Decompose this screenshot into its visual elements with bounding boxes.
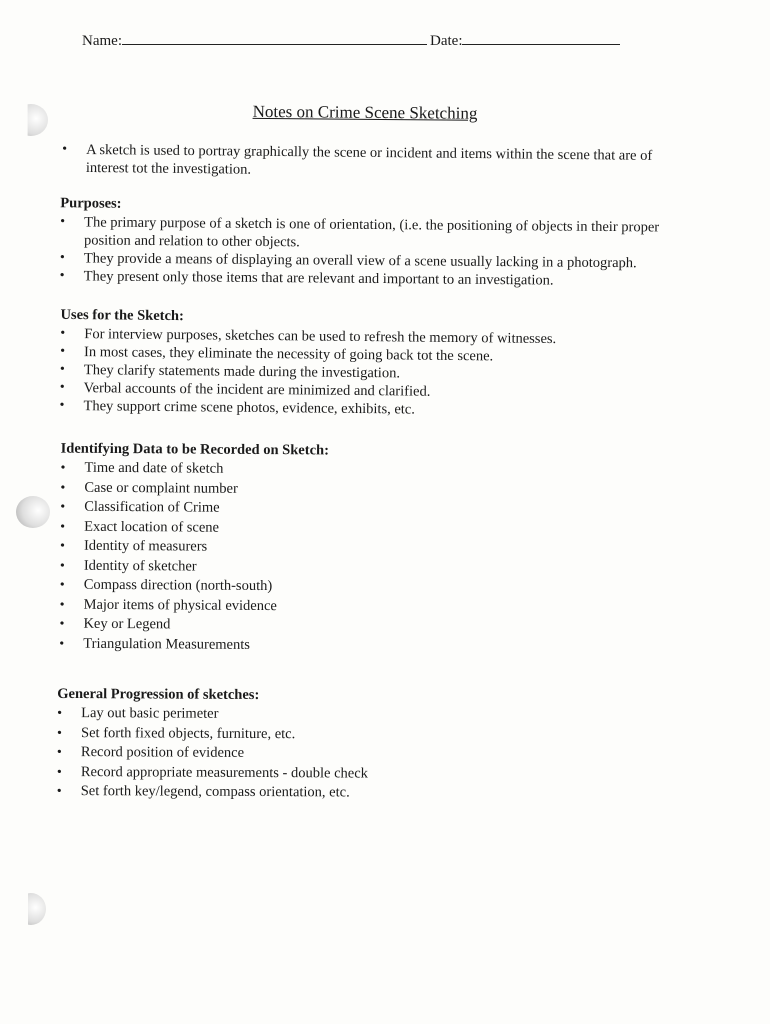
date-blank[interactable] <box>462 30 620 45</box>
list-item: • Lay out basic perimeter <box>57 704 457 726</box>
list-item: • Record appropriate measurements - double check <box>57 762 457 784</box>
list-item: • Compass direction (north-south) <box>60 576 460 598</box>
list-item: • A sketch is used to portray graphically the scene or incident and items within the scene that are of interest tot the investigation. <box>62 141 692 184</box>
list-item: • Verbal accounts of the incident are minimized and clarified. <box>60 379 660 403</box>
section-heading: General Progression of sketches: <box>57 685 260 704</box>
list-item: • Set forth fixed objects, furniture, etc. <box>57 723 457 745</box>
date-field <box>430 30 620 50</box>
list-item: • They clarify statements made during the investigation. <box>60 361 660 385</box>
purposes-section <box>60 194 696 291</box>
identifying-section <box>59 440 460 657</box>
section-heading: Purposes: <box>60 195 122 212</box>
list-item: • Set forth key/legend, compass orientation, etc. <box>57 782 457 804</box>
list-item: • They provide a means of displaying an overall view of a scene usually lacking in a photograph. <box>60 249 695 273</box>
name-label: Name: <box>82 33 122 49</box>
list-item: • In most cases, they eliminate the necessity of going back tot the scene. <box>60 343 660 367</box>
name-blank[interactable] <box>122 30 427 45</box>
punch-hole-middle <box>16 496 50 528</box>
list-item: • Identity of measurers <box>60 537 460 559</box>
name-field <box>82 30 427 50</box>
list-item: • Key or Legend <box>59 615 459 637</box>
progression-section <box>57 685 458 804</box>
list-item: • Major items of physical evidence <box>60 595 460 617</box>
punch-hole-bottom <box>16 893 46 925</box>
list-item: • Identity of sketcher <box>60 556 460 578</box>
section-heading: Identifying Data to be Recorded on Sketch: <box>60 440 329 459</box>
section-heading: Uses for the Sketch: <box>60 306 184 325</box>
uses-section <box>59 306 660 421</box>
list-item: • The primary purpose of a sketch is one of orientation, (i.e. the positioning of objects in their proper position and relation to other objects. <box>60 213 695 255</box>
list-item: • Time and date of sketch <box>60 459 460 481</box>
list-item: • They present only those items that are relevant and important to an investigation. <box>60 267 695 291</box>
list-item: • Exact location of scene <box>60 517 460 539</box>
list-item: • They support crime scene photos, evidence, exhibits, etc. <box>59 397 659 421</box>
intro-section <box>62 141 692 184</box>
date-label: Date: <box>430 33 463 49</box>
list-item: • Case or complaint number <box>60 478 460 500</box>
page-title: Notes on Crime Scene Sketching <box>252 101 478 123</box>
list-item: • For interview purposes, sketches can be used to refresh the memory of witnesses. <box>60 325 660 349</box>
list-item: • Record position of evidence <box>57 743 457 765</box>
list-item: • Triangulation Measurements <box>59 634 459 656</box>
list-item: • Classification of Crime <box>60 498 460 520</box>
